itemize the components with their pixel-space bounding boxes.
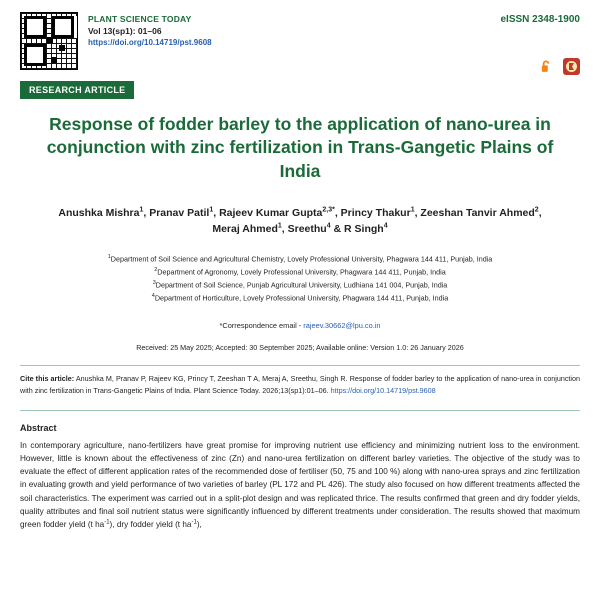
divider-top <box>20 365 580 366</box>
journal-doi-link[interactable]: https://doi.org/10.14719/pst.9608 <box>88 38 212 47</box>
page-title: Response of fodder barley to the application of nano-urea in conjunction with zinc fertilization in Trans-Gangetic Plains of India <box>46 114 554 181</box>
research-article-tag: RESEARCH ARTICLE <box>20 81 134 99</box>
abstract-text: In contemporary agriculture, nano-fertilizers have great promise for improving nutrient use efficiency and minimizing nutrient loss to the environment. However, little is known about the effectiveness of zinc (Zn) and nano-urea fertilization on different barley varieties. The objective of the study was to evaluate the effect of different application rates of the recommended dose of fertiliser (50, 75 and 100 %) along with nano-urea sprays and zinc fertilization in evaluating growth and yield performance of two varieties of barley (PL 172 and PL 426). The study also focused on how different treatments affected the soil characteristics. The experiment was carried out in a split-plot design and was replicated thrice. The results confirmed that green and dry fodder yields, quality attributes and final soil nutrient status were significantly influenced by different treatments under consideration. The results showed that maximum green fodder yield (t $ha^{-1}$), dry fodder yield (t $ha^{-1}$), <box>20 440 580 530</box>
affiliation-list <box>20 253 580 305</box>
article-type-row <box>20 80 580 99</box>
journal-info <box>88 12 490 47</box>
journal-volume: Vol 13(sp1): 01–06 <box>88 26 162 36</box>
correspondence-label: *Correspondence email - <box>219 321 304 331</box>
affiliation-item: $^4$Department of Horticulture, Lovely Professional University, Phagwara 144 411, Punjab, India <box>151 293 449 303</box>
divider-bottom <box>20 410 580 411</box>
citation-doi-link[interactable]: https://doi.org/10.14719/pst.9608 <box>330 385 436 395</box>
publication-dates: Received: 25 May 2025; Accepted: 30 September 2025; Available online: Version 1.0: 26 January 2026 <box>136 343 464 353</box>
citation-label: Cite this article: <box>20 374 75 384</box>
affiliation-item: $^3$Department of Soil Science, Punjab Agricultural University, Ludhiana 141 004, Punjab, India <box>152 280 448 290</box>
journal-title: PLANT SCIENCE TODAY <box>88 14 192 24</box>
citation-block <box>20 373 580 396</box>
creative-commons-badge-icon[interactable] <box>563 58 580 75</box>
eissn-label: eISSN 2348-1900 <box>500 14 580 25</box>
header-badges <box>539 58 580 75</box>
affiliation-item: $^2$Department of Agronomy, Lovely Professional University, Phagwara 144 411, Punjab, India <box>154 267 446 277</box>
correspondence-line <box>20 321 580 330</box>
page-header <box>20 12 580 70</box>
open-access-lock-icon[interactable] <box>539 59 555 75</box>
citation-text: Anushka M, Pranav P, Rajeev KG, Princy T, Zeeshan T A, Meraj A, Sreethu, Singh R. Response of fodder barley to the application of nano-urea in conjunction with zinc fertilization in Trans-Gangetic Plains of India. Plant Science Today. 2026;13(sp1):01–06. <box>20 374 581 395</box>
correspondence-email-link[interactable]: rajeev.30662@lpu.co.in <box>303 321 381 331</box>
abstract-heading: Abstract <box>20 422 57 433</box>
author-list: Anushka Mishra$^1$, Pranav Patil$^1$, Rajeev Kumar Gupta$^{2,3*}$, Princy Thakur$^1$, Zeeshan Tanvir Ahmed$^2$, Meraj Ahmed$^1$, Sreethu$^4$ & R Singh$^4$ <box>58 206 542 236</box>
affiliation-item: $^1$Department of Soil Science and Agricultural Chemistry, Lovely Professional University, Phagwara 144 411, Punjab, India <box>107 254 493 264</box>
qr-code-icon[interactable] <box>20 12 78 70</box>
